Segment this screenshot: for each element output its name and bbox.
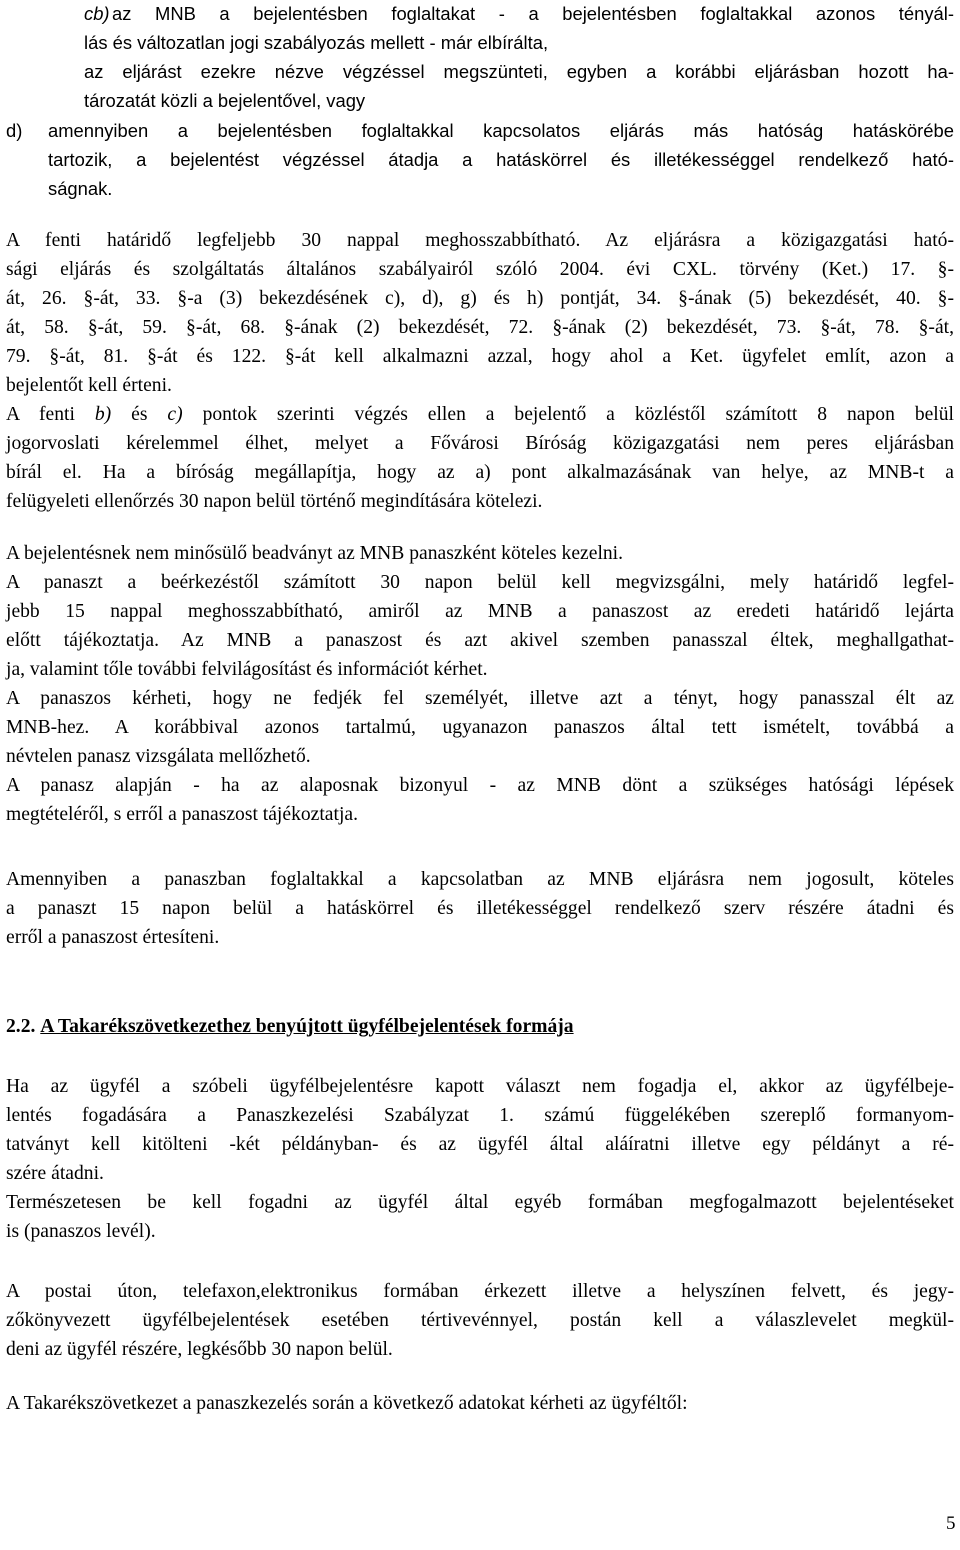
text-line: megtételéről, s erről a panaszost tájékoztatja. bbox=[6, 804, 358, 825]
text-line: tározatát közli a bejelentővel, vagy bbox=[84, 90, 366, 111]
text-line: deni az ügyfél részére, legkésőbb 30 napon belül. bbox=[6, 1339, 393, 1360]
text-line: A panaszt a beérkezéstől számított 30 napon belül kell megvizsgálni, mely határidő legfel- bbox=[6, 572, 954, 593]
text-line: A postai úton, telefaxon,elektronikus formában érkezett illetve a helyszínen felvett, és jegy- bbox=[6, 1281, 954, 1302]
text-line: jogorvoslati kérelemmel élhet, melyet a Fővárosi Bíróság közigazgatási nem peres eljárásban bbox=[6, 433, 954, 454]
text-line: Amennyiben a panaszban foglaltakkal a kapcsolatban az MNB eljárásra nem jogosult, köteles bbox=[6, 869, 954, 890]
text-line: tatványt kell kitölteni -két példányban- és az ügyfél által aláíratni illetve egy példányt a ré- bbox=[6, 1134, 954, 1155]
section-title: A Takarékszövetkezethez benyújtott ügyfélbejelentések formája bbox=[40, 1016, 574, 1037]
text-line: zőkönyvezett ügyfélbejelentések esetében tértivevénnyel, postán kell a válaszlevelet megkül- bbox=[6, 1310, 954, 1331]
text-line: amennyiben a bejelentésben foglaltakkal kapcsolatos eljárás más hatóság hatáskörébe bbox=[48, 120, 954, 141]
text-line: Természetesen be kell fogadni az ügyfél által egyéb formában megfogalmazott bejelentéseket bbox=[6, 1192, 954, 1213]
text-line: 79. §-át, 81. §-át és 122. §-át kell alkalmazni azzal, hogy ahol a Ket. ügyfelet említ, azon a bbox=[6, 346, 954, 367]
text-line: A panaszos kérheti, hogy ne fedjék fel személyét, illetve azt a tényt, hogy panasszal élt az bbox=[6, 688, 954, 709]
list-label-d: d) bbox=[6, 120, 23, 141]
text-line: Ha az ügyfél a szóbeli ügyfélbejelentésre kapott választ nem fogadja el, akkor az ügyfélbeje- bbox=[6, 1076, 954, 1097]
text-line: ja, valamint tőle további felvilágosítást és információt kérhet. bbox=[6, 659, 488, 680]
list-label-cb: cb) bbox=[84, 3, 110, 24]
text-line: A fenti b) és c) pontok szerinti végzés ellen a bejelentő a közléstől számított 8 napon belül bbox=[6, 404, 954, 425]
text-line: A panasz alapján - ha az alaposnak bizonyul - az MNB dönt a szükséges hatósági lépések bbox=[6, 775, 954, 796]
text-line: ságnak. bbox=[48, 178, 113, 199]
text-line: az eljárást ezekre nézve végzéssel megszünteti, egyben a korábbi eljárásban hozott ha- bbox=[84, 61, 954, 82]
text-line: felügyeleti ellenőrzés 30 napon belül történő megindítására kötelezi. bbox=[6, 491, 543, 512]
section-heading bbox=[6, 1015, 574, 1039]
paragraph-complaint-handling: A bejelentésnek nem minősülő beadványt az MNB panaszként köteles kezelni. bbox=[6, 543, 624, 564]
text-line: át, 58. §-át, 59. §-át, 68. §-ának (2) bekezdését, 72. §-ának (2) bekezdését, 73. §-át, 78. §-át, bbox=[6, 317, 954, 338]
text-line: jebb 15 nappal meghosszabbítható, amiről az MNB a panaszost az eredeti határidő lejárta bbox=[6, 601, 954, 622]
text-line: lentés fogadására a Panaszkezelési Szabályzat 1. számú függelékében szereplő formanyom- bbox=[6, 1105, 954, 1126]
paragraph-requested-data: A Takarékszövetkezet a panaszkezelés során a következő adatokat kérheti az ügyféltől: bbox=[6, 1393, 688, 1414]
text-line: át, 26. §-át, 33. §-a (3) bekezdésének c), d), g) és h) pontját, 34. §-ának (5) bekezdését, 40. §- bbox=[6, 288, 954, 309]
text-line: előtt tájékoztatja. Az MNB a panaszost és azt akivel szemben panasszal éltek, meghallgathat- bbox=[6, 630, 954, 651]
text-line: szére átadni. bbox=[6, 1163, 104, 1184]
section-number: 2.2. bbox=[6, 1016, 36, 1037]
text-line: névtelen panasz vizsgálata mellőzhető. bbox=[6, 746, 311, 767]
text-line: az MNB a bejelentésben foglaltakat - a bejelentésben foglaltakkal azonos tényál- bbox=[112, 3, 954, 24]
text-line: A fenti határidő legfeljebb 30 nappal meghosszabbítható. Az eljárásra a közigazgatási ható- bbox=[6, 230, 954, 251]
page-number: 5 bbox=[946, 1513, 956, 1534]
text-line: erről a panaszost értesíteni. bbox=[6, 927, 220, 948]
text-line: a panaszt 15 napon belül a hatáskörrel és illetékességgel rendelkező szerv részére átadni és bbox=[6, 898, 954, 919]
text-line: sági eljárás és szolgáltatás általános szabályairól szóló 2004. évi CXL. törvény (Ket.) 17. §- bbox=[6, 259, 954, 280]
text-line: tartozik, a bejelentést végzéssel átadja a hatáskörrel és illetékességgel rendelkező ható- bbox=[48, 149, 954, 170]
text-line: lás és változatlan jogi szabályozás mellett - már elbírálta, bbox=[84, 32, 549, 53]
text-line: MNB-hez. A korábbival azonos tartalmú, ugyanazon panaszos által tett ismételt, továbbá a bbox=[6, 717, 954, 738]
text-line: bejelentőt kell érteni. bbox=[6, 375, 172, 396]
text-line: bírál el. Ha a bíróság megállapítja, hogy az a) pont alkalmazásának van helye, az MNB-t a bbox=[6, 462, 954, 483]
text-line: is (panaszos levél). bbox=[6, 1221, 156, 1242]
